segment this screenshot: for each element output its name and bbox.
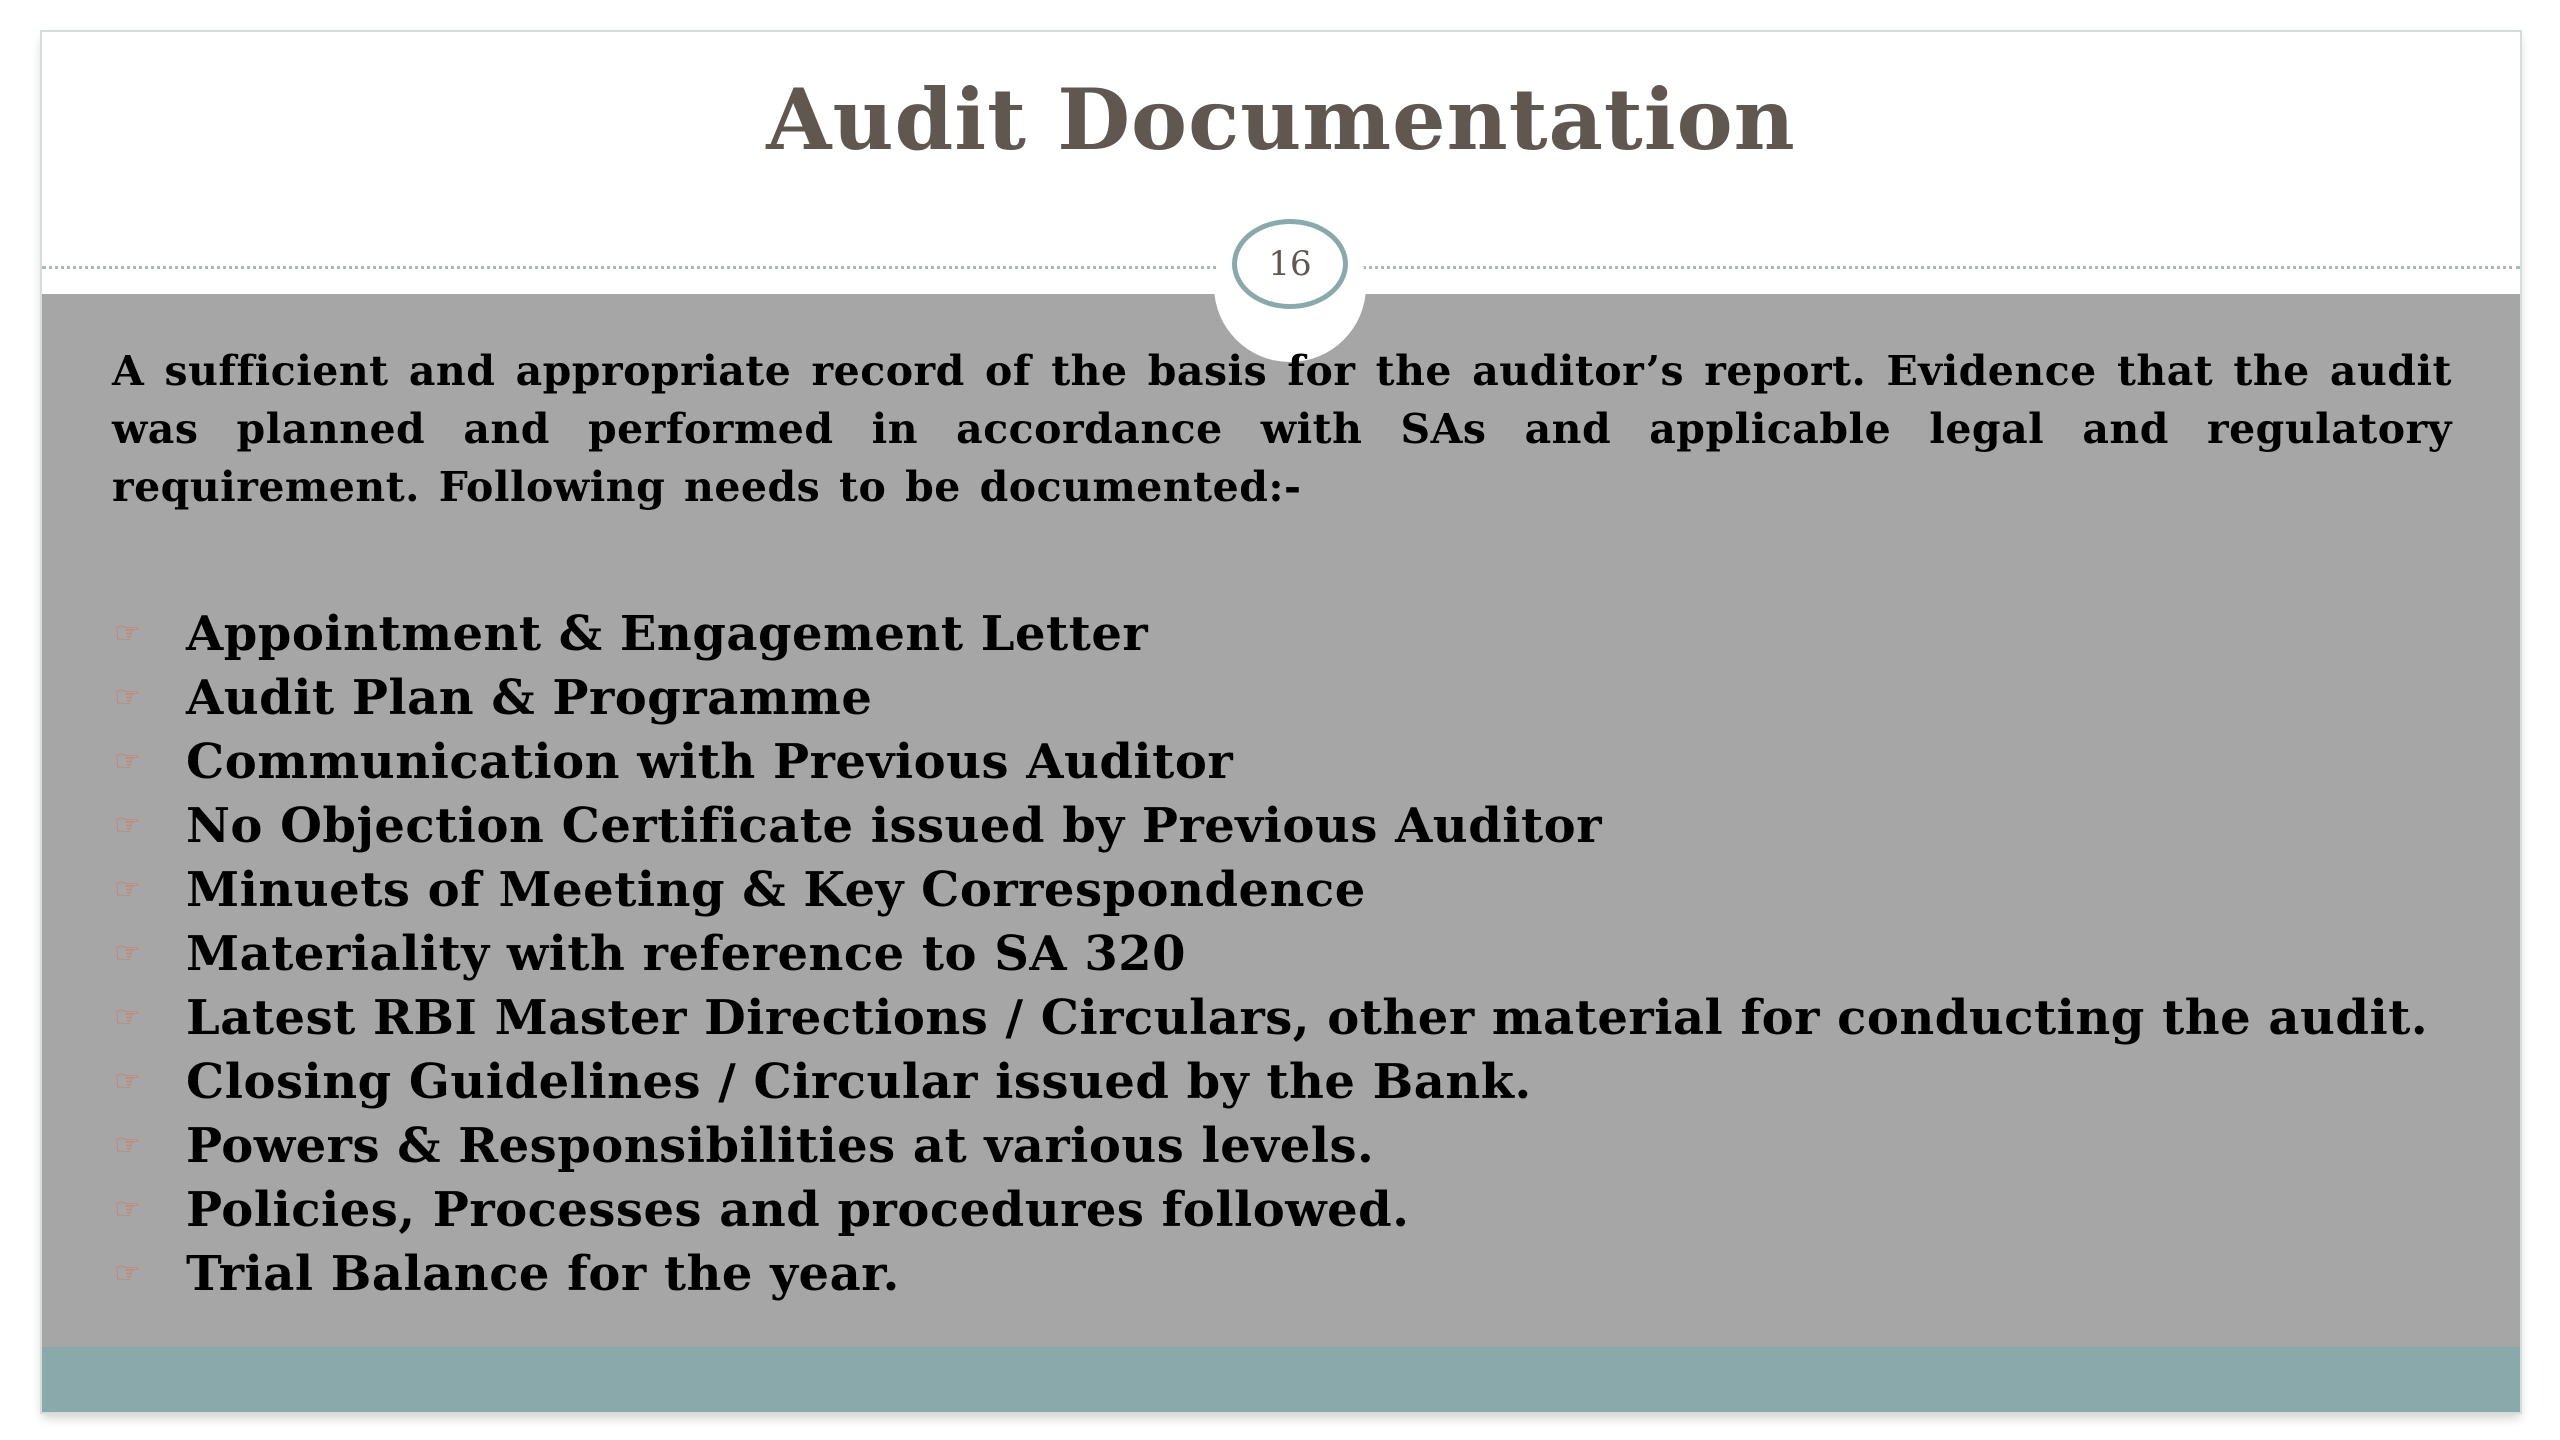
bullet-text: Communication with Previous Auditor	[186, 734, 1234, 790]
footer-band	[42, 1347, 2520, 1412]
bullet-text: Latest RBI Master Directions / Circulars, other material for conducting the audit.	[186, 990, 2429, 1046]
bullet-text: Trial Balance for the year.	[186, 1246, 900, 1302]
pointing-hand-icon: ☞	[114, 936, 141, 971]
bullet-item	[112, 858, 2452, 922]
bullet-item	[112, 922, 2452, 986]
bullet-text: Closing Guidelines / Circular issued by the Bank.	[186, 1054, 1532, 1110]
pointing-hand-icon: ☞	[114, 1064, 141, 1099]
bullet-item	[112, 1242, 2452, 1306]
bullet-item	[112, 730, 2452, 794]
bullet-text: Audit Plan & Programme	[186, 670, 873, 726]
pointing-hand-icon: ☞	[114, 1192, 141, 1227]
pointing-hand-icon: ☞	[114, 1128, 141, 1163]
bullet-item	[112, 666, 2452, 730]
pointing-hand-icon: ☞	[114, 616, 141, 651]
bullet-text: Minuets of Meeting & Key Correspondence	[186, 862, 1366, 918]
bullet-item	[112, 986, 2452, 1050]
bullet-text: No Objection Certificate issued by Previous Auditor	[186, 798, 1602, 854]
bullet-item	[112, 794, 2452, 858]
slide	[42, 32, 2520, 1412]
bullet-item	[112, 1178, 2452, 1242]
bullet-text: Policies, Processes and procedures followed.	[186, 1182, 1410, 1238]
pointing-hand-icon: ☞	[114, 680, 141, 715]
page-number-badge	[1214, 210, 1366, 362]
bullet-item	[112, 1050, 2452, 1114]
pointing-hand-icon: ☞	[114, 808, 141, 843]
bullet-item	[112, 1114, 2452, 1178]
pointing-hand-icon: ☞	[114, 1000, 141, 1035]
pointing-hand-icon: ☞	[114, 1256, 141, 1291]
intro-paragraph: A sufficient and appropriate record of the basis for the auditor’s report. Evidence that the audit was planned and performed in accordance with SAs and applicable legal and regulatory requirement. Following needs to be documented:-	[112, 347, 2452, 511]
bullet-text: Appointment & Engagement Letter	[186, 606, 1149, 662]
bullet-item	[112, 602, 2452, 666]
bullet-list	[112, 602, 2452, 1306]
page-number: 16	[1232, 219, 1348, 309]
pointing-hand-icon: ☞	[114, 744, 141, 779]
bullet-text: Powers & Responsibilities at various levels.	[186, 1118, 1375, 1174]
slide-title: Audit Documentation	[766, 70, 1796, 169]
bullet-text: Materiality with reference to SA 320	[186, 926, 1187, 982]
pointing-hand-icon: ☞	[114, 872, 141, 907]
